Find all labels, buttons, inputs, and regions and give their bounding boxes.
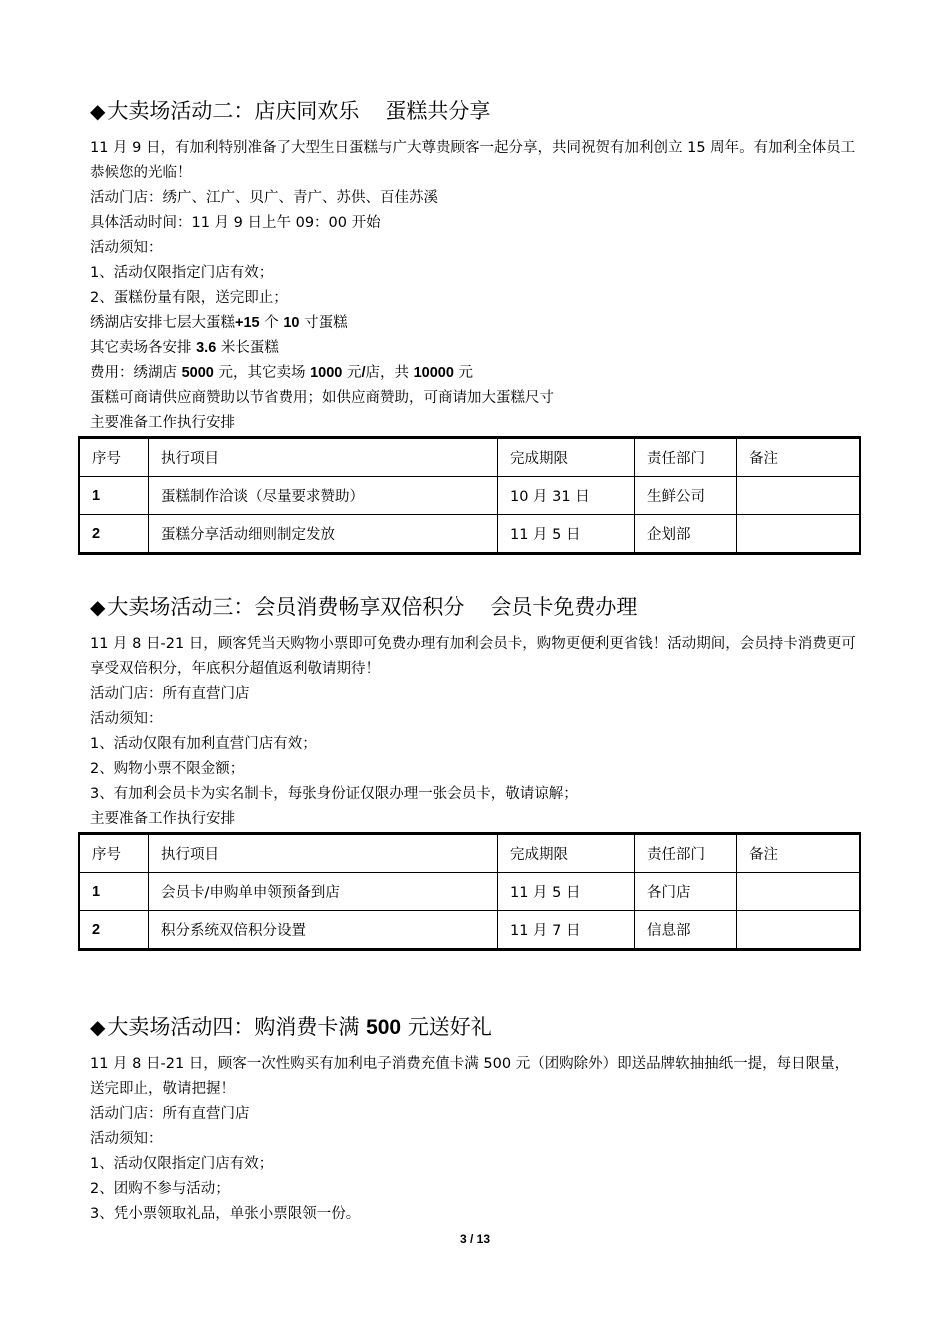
page-number: 3 / 13: [459, 1232, 491, 1246]
table-cell: [737, 873, 861, 911]
activity-four-section: [90, 1008, 862, 1227]
activity-two-plan-table: [78, 436, 861, 555]
diamond-bullet-icon: ◆: [90, 1015, 106, 1039]
activity-three-intro: 11 月 8 日-21 日，顾客凭当天购物小票即可免费办理有加利会员卡，购物更便利更省钱！活动期间，会员持卡消费更可享受双倍积分，年底积分超值返利敬请期待！: [90, 636, 856, 677]
header-cell: 备注: [737, 834, 861, 873]
activity-three-section: [90, 588, 862, 951]
activity-two-section: [90, 92, 862, 555]
activity-two-stores: 活动门店：绣广、江广、贝广、青广、苏供、百佳苏溪: [90, 190, 438, 206]
activity-four-stores: 活动门店：所有直营门店: [90, 1106, 250, 1122]
header-cell: 责任部门: [635, 438, 737, 477]
activity-three-notice-3: 3、有加利会员卡为实名制卡，每张身份证仅限办理一张会员卡，敬请谅解；: [90, 786, 578, 802]
activity-three-notice-label: 活动须知：: [90, 711, 163, 727]
activity-two-intro: 11 月 9 日，有加利特别准备了大型生日蛋糕与广大尊贵顾客一起分享，共同祝贺有加利创立 15 周年。有加利全体员工恭候您的光临！: [90, 140, 856, 181]
table-header-row: [79, 438, 860, 477]
header-cell: 备注: [737, 438, 861, 477]
diamond-bullet-icon: ◆: [90, 99, 106, 123]
table-cell: 2: [79, 515, 149, 554]
table-cell: 10 月 31 日: [498, 477, 635, 515]
table-cell: [737, 477, 861, 515]
table-cell: 信息部: [635, 911, 737, 950]
activity-four-title: ◆大卖场活动四：购消费卡满 500 元送好礼: [90, 1015, 492, 1039]
activity-four-notice-3: 3、凭小票领取礼品，单张小票限领一份。: [90, 1206, 361, 1222]
table-cell: 11 月 5 日: [498, 515, 635, 554]
activity-two-notice-1: 1、活动仅限指定门店有效；: [90, 265, 274, 281]
diamond-bullet-icon: ◆: [90, 595, 106, 619]
activity-two-title: ◆大卖场活动二：店庆同欢乐 蛋糕共分享: [90, 99, 491, 123]
header-cell: 序号: [79, 834, 149, 873]
header-cell: 执行项目: [149, 834, 498, 873]
activity-two-sponsor: 蛋糕可商请供应商赞助以节省费用；如供应商赞助，可商请加大蛋糕尺寸: [90, 390, 554, 406]
table-cell: 2: [79, 911, 149, 950]
activity-four-notice-label: 活动须知：: [90, 1131, 163, 1147]
table-row: [79, 873, 860, 911]
header-cell: 完成期限: [498, 834, 635, 873]
table-cell: 生鲜公司: [635, 477, 737, 515]
header-cell: 序号: [79, 438, 149, 477]
header-cell: 执行项目: [149, 438, 498, 477]
table-cell: 11 月 5 日: [498, 873, 635, 911]
header-cell: 完成期限: [498, 438, 635, 477]
activity-three-title: ◆大卖场活动三：会员消费畅享双倍积分 会员卡免费办理: [90, 595, 638, 619]
table-cell: 1: [79, 477, 149, 515]
activity-four-notice-2: 2、团购不参与活动；: [90, 1181, 230, 1197]
table-cell: 积分系统双倍积分设置: [149, 911, 498, 950]
activity-two-cost: 费用：绣湖店 5000 元，其它卖场 1000 元/店，共 10000 元: [90, 365, 474, 381]
table-row: [79, 911, 860, 950]
table-cell: 企划部: [635, 515, 737, 554]
activity-three-stores: 活动门店：所有直营门店: [90, 686, 250, 702]
activity-two-cake-others: 其它卖场各安排 3.6 米长蛋糕: [90, 340, 279, 356]
activity-two-plan-label: 主要准备工作执行安排: [90, 415, 235, 431]
table-cell: 蛋糕制作洽谈（尽量要求赞助）: [149, 477, 498, 515]
table-cell: 11 月 7 日: [498, 911, 635, 950]
activity-three-notice-2: 2、购物小票不限金额；: [90, 761, 245, 777]
header-cell: 责任部门: [635, 834, 737, 873]
activity-two-notice-label: 活动须知：: [90, 240, 163, 256]
table-cell: 1: [79, 873, 149, 911]
table-header-row: [79, 834, 860, 873]
activity-three-plan-label: 主要准备工作执行安排: [90, 811, 235, 827]
activity-two-notice-2: 2、蛋糕份量有限，送完即止；: [90, 290, 288, 306]
activity-three-plan-table: [78, 832, 861, 951]
table-row: [79, 477, 860, 515]
activity-two-cake-xiuhu: 绣湖店安排七层大蛋糕+15 个 10 寸蛋糕: [90, 315, 348, 331]
table-cell: 会员卡/申购单申领预备到店: [149, 873, 498, 911]
table-row: [79, 515, 860, 554]
table-cell: [737, 911, 861, 950]
table-cell: 蛋糕分享活动细则制定发放: [149, 515, 498, 554]
activity-four-notice-1: 1、活动仅限指定门店有效；: [90, 1156, 274, 1172]
activity-two-time: 具体活动时间：11 月 9 日上午 09：00 开始: [90, 215, 381, 231]
activity-three-notice-1: 1、活动仅限有加利直营门店有效；: [90, 736, 317, 752]
activity-four-intro: 11 月 8 日-21 日，顾客一次性购买有加利电子消费充值卡满 500 元（团购除外）即送品牌软抽抽纸一提，每日限量，送完即止，敬请把握！: [90, 1056, 850, 1097]
table-cell: 各门店: [635, 873, 737, 911]
table-cell: [737, 515, 861, 554]
